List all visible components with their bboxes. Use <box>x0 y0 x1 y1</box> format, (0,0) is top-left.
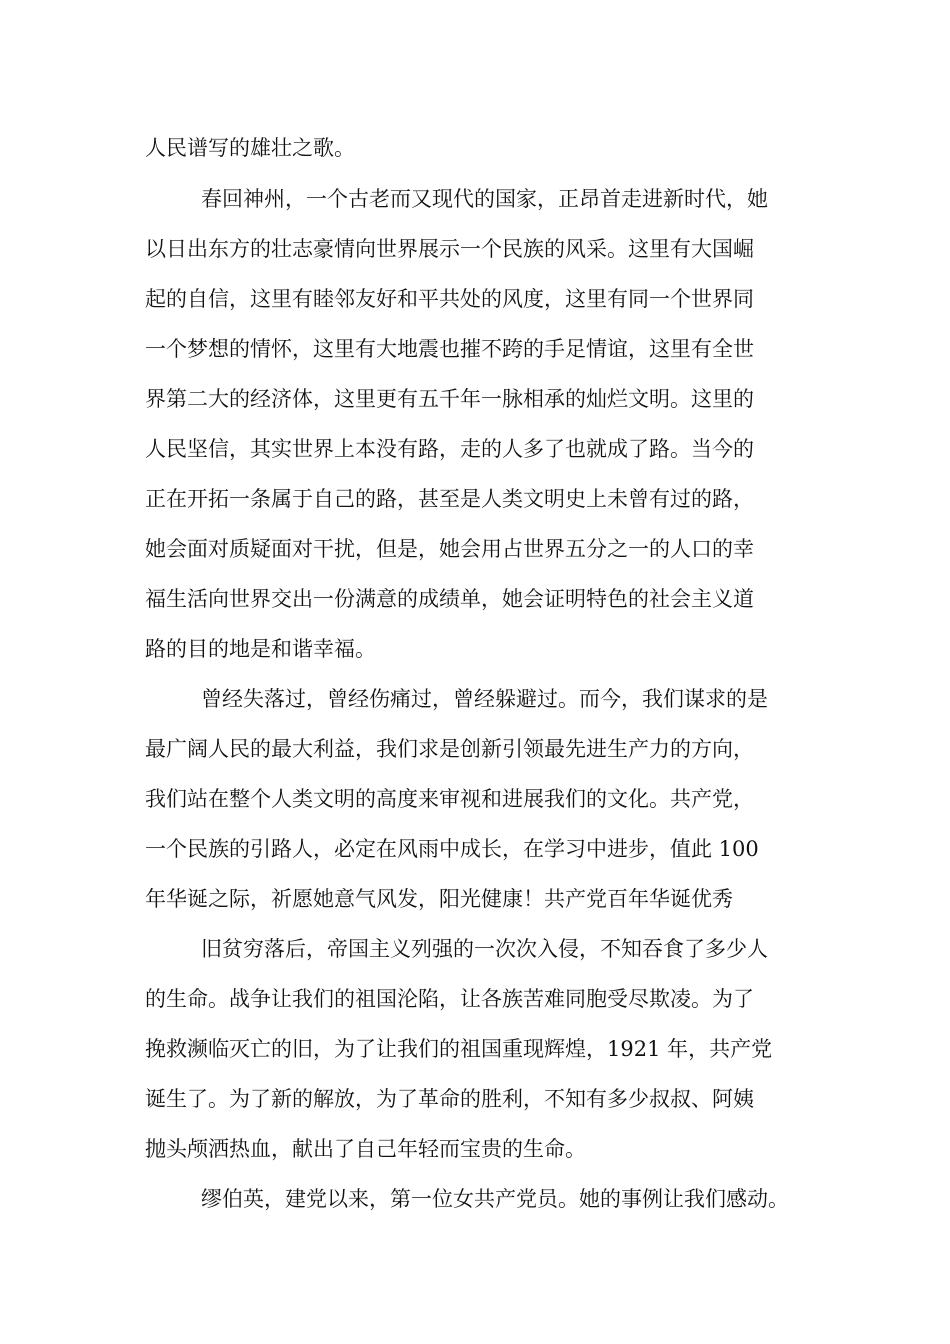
paragraph-first-line: 缪伯英，建党以来，第一位女共产党员。她的事例让我们感动。 <box>201 1187 789 1211</box>
text-line: 界第二大的经济体，这里更有五千年一脉相承的灿烂文明。这里的 <box>145 387 754 411</box>
text-line: 我们站在整个人类文明的高度来审视和进展我们的文化。共产党， <box>145 787 754 811</box>
paragraph-first-line: 春回神州，一个古老而又现代的国家，正昂首走进新时代，她 <box>201 187 768 211</box>
text-line: 挽救濒临灭亡的旧，为了让我们的祖国重现辉煌，1921 年，共产党 <box>145 1037 773 1061</box>
text-line: 路的目的地是和谐幸福。 <box>145 637 376 661</box>
text-line: 起的自信，这里有睦邻友好和平共处的风度，这里有同一个世界同 <box>145 287 754 311</box>
text-line: 一个梦想的情怀，这里有大地震也摧不跨的手足情谊，这里有全世 <box>145 337 754 361</box>
text-line: 福生活向世界交出一份满意的成绩单，她会证明特色的社会主义道 <box>145 587 754 611</box>
paragraph-first-line: 旧贫穷落后，帝国主义列强的一次次入侵，不知吞食了多少人 <box>201 937 768 961</box>
text-line: 最广阔人民的最大利益，我们求是创新引领最先进生产力的方向， <box>145 737 754 761</box>
text-line: 一个民族的引路人，必定在风雨中成长，在学习中进步，值此 100 <box>145 837 759 861</box>
text-line: 的生命。战争让我们的祖国沦陷，让各族苦难同胞受尽欺凌。为了 <box>145 987 754 1011</box>
text-line: 人民谱写的雄壮之歌。 <box>145 136 355 160</box>
text-line: 诞生了。为了新的解放，为了革命的胜利，不知有多少叔叔、阿姨 <box>145 1087 754 1111</box>
paragraph-first-line: 曾经失落过，曾经伤痛过，曾经躲避过。而今，我们谋求的是 <box>201 687 768 711</box>
text-line: 以日出东方的壮志豪情向世界展示一个民族的风采。这里有大国崛 <box>145 237 754 261</box>
text-line: 年华诞之际，祈愿她意气风发，阳光健康！共产党百年华诞优秀 <box>145 887 733 911</box>
text-line: 正在开拓一条属于自己的路，甚至是人类文明史上未曾有过的路， <box>145 487 754 511</box>
text-line: 抛头颅洒热血，献出了自己年轻而宝贵的生命。 <box>145 1137 586 1161</box>
text-line: 她会面对质疑面对干扰，但是，她会用占世界五分之一的人口的幸 <box>145 537 754 561</box>
text-line: 人民坚信，其实世界上本没有路，走的人多了也就成了路。当今的 <box>145 437 754 461</box>
